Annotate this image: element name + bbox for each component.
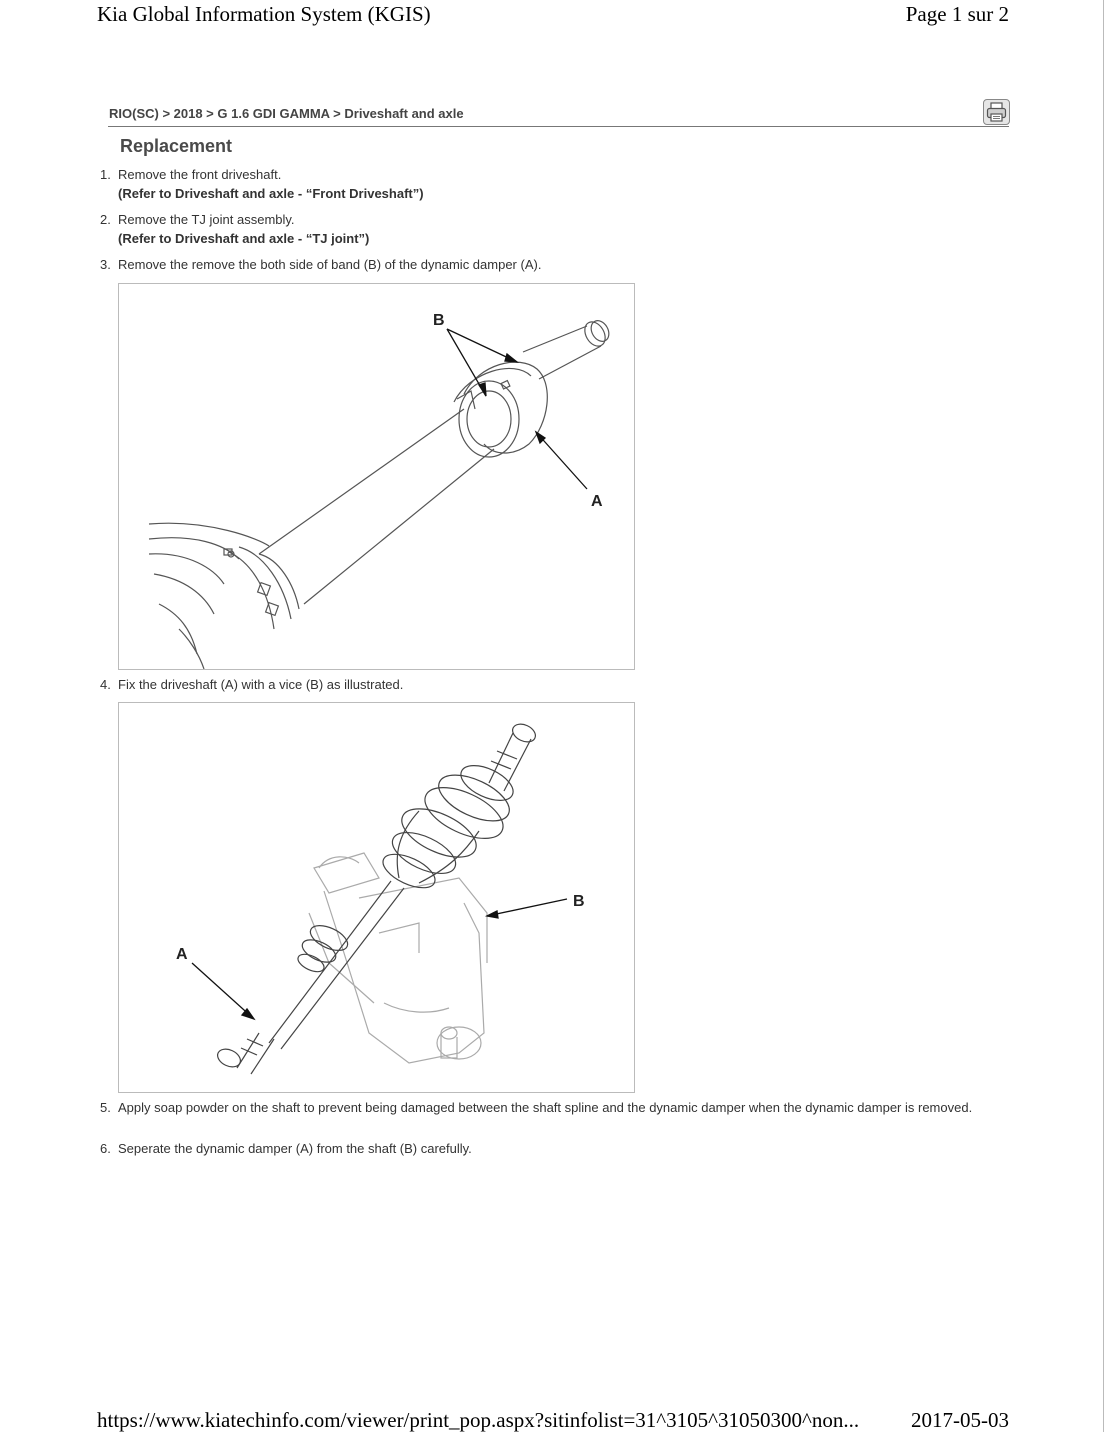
figure-damper-bands — [118, 283, 635, 670]
vice-illustration — [119, 703, 634, 1092]
step-number: 3. — [100, 257, 111, 272]
step-item — [100, 1141, 472, 1157]
breadcrumb-divider — [108, 126, 1009, 127]
document-title: Kia Global Information System (KGIS) — [97, 2, 431, 26]
step-reference-link[interactable]: (Refer to Driveshaft and axle - “TJ joint”) — [118, 231, 370, 246]
figure-vice-mount — [118, 702, 635, 1093]
step-number: 5. — [100, 1100, 111, 1115]
label-b: B — [573, 893, 585, 910]
damper-illustration — [119, 284, 634, 669]
step-number: 1. — [100, 167, 111, 182]
step-item — [100, 212, 369, 247]
page-number: Page 1 sur 2 — [905, 2, 1009, 26]
step-item — [100, 257, 541, 273]
footer-url: https://www.kiatechinfo.com/viewer/print_pop.aspx?sitinfolist=31^3105^31050300^non... — [97, 1408, 860, 1432]
step-item — [100, 677, 403, 693]
step-text: Remove the TJ joint assembly. — [118, 212, 295, 227]
breadcrumb[interactable]: RIO(SC) > 2018 > G 1.6 GDI GAMMA > Driveshaft and axle — [109, 106, 464, 121]
step-number: 6. — [100, 1141, 111, 1156]
step-reference-link[interactable]: (Refer to Driveshaft and axle - “Front Driveshaft”) — [118, 186, 424, 201]
step-text: Apply soap powder on the shaft to prevent being damaged between the shaft spline and the dynamic damper when the dynamic damper is removed. — [118, 1100, 973, 1115]
step-item — [100, 1100, 980, 1116]
step-number: 4. — [100, 677, 111, 692]
step-text: Seperate the dynamic damper (A) from the shaft (B) carefully. — [118, 1141, 472, 1156]
step-text: Remove the front driveshaft. — [118, 167, 282, 182]
label-a: A — [176, 946, 188, 963]
page-edge-divider — [1103, 0, 1104, 1432]
printer-icon — [984, 100, 1009, 124]
section-title: Replacement — [120, 136, 233, 156]
step-text: Fix the driveshaft (A) with a vice (B) as illustrated. — [118, 677, 404, 692]
label-b: B — [433, 312, 445, 329]
print-button[interactable] — [983, 99, 1010, 125]
label-a: A — [591, 493, 603, 510]
step-number: 2. — [100, 212, 111, 227]
step-text: Remove the remove the both side of band (B) of the dynamic damper (A). — [118, 257, 542, 272]
step-item — [100, 167, 424, 202]
footer-date: 2017-05-03 — [911, 1408, 1009, 1432]
